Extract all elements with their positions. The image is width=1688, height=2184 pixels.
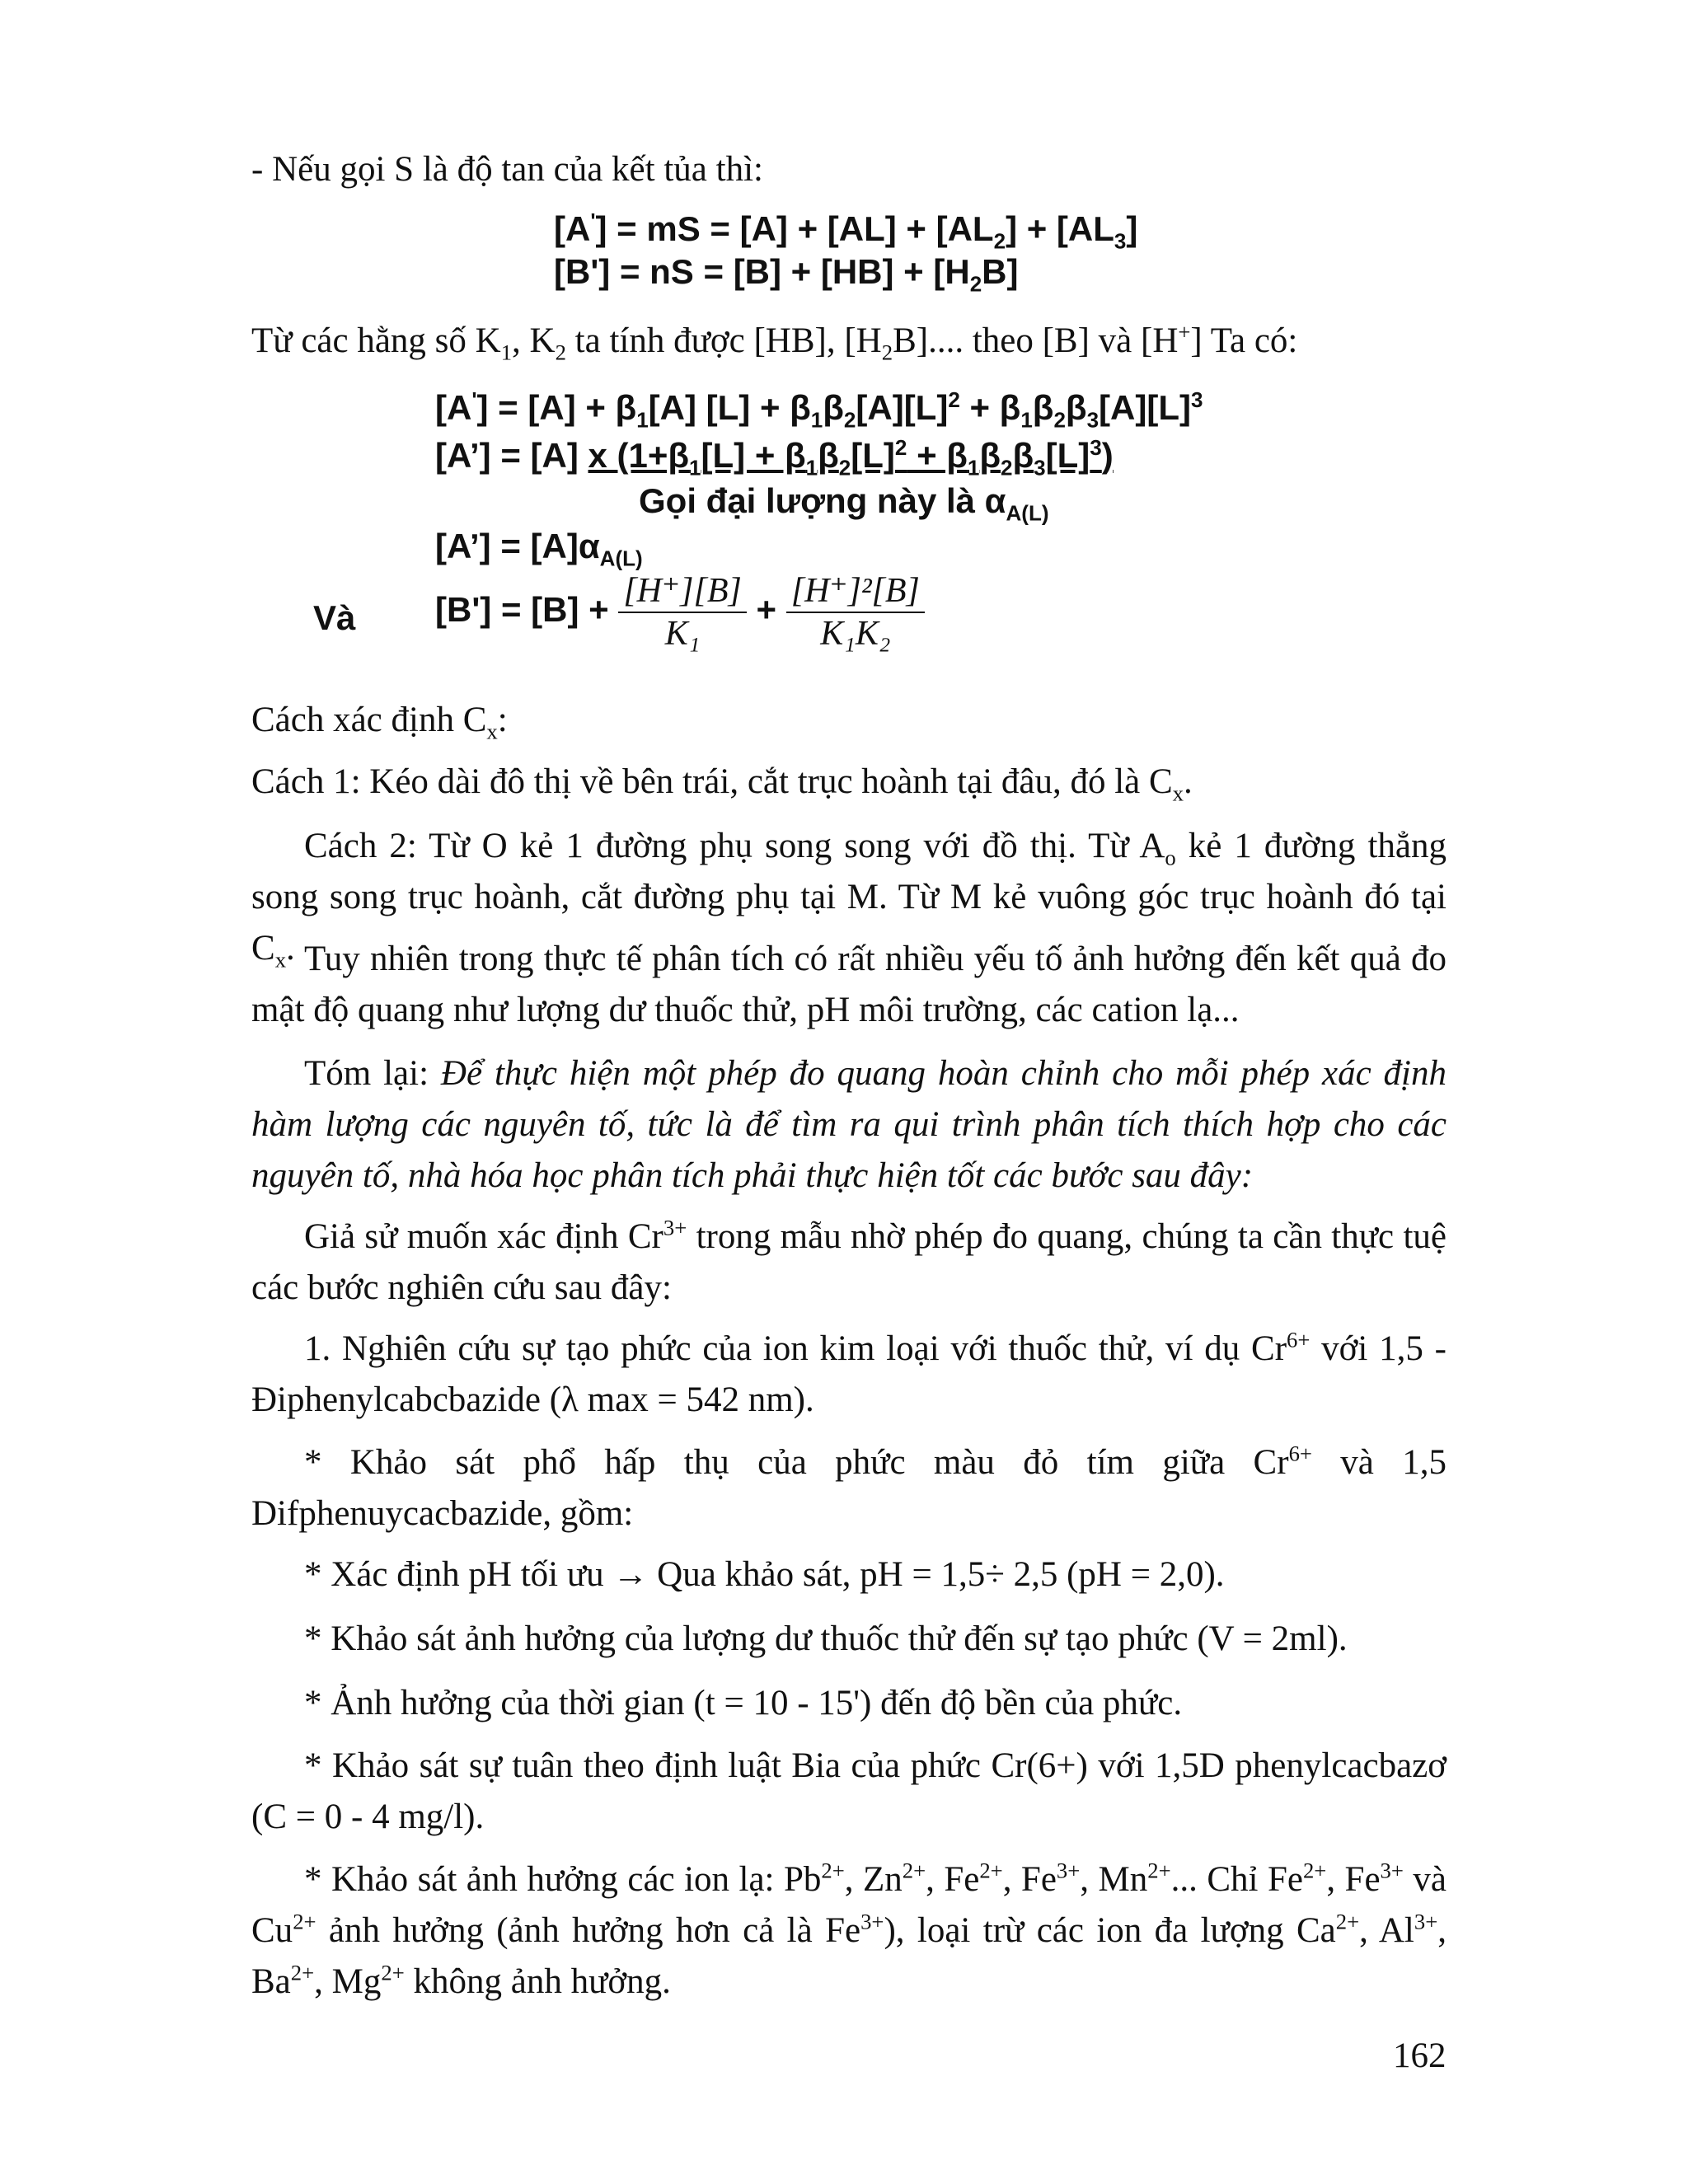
fraction-1 [618,570,747,654]
text: : [497,701,508,739]
sup: ' [471,387,477,412]
text: Từ các hằng số K [251,321,501,360]
text: ] Ta có: [1190,321,1298,360]
sub: 2 [993,228,1006,254]
text: Giả sử muốn xác định Cr [304,1217,663,1256]
eq-text: [L] [1045,436,1090,475]
text: B].... theo [B] và [H [893,321,1179,360]
equation-b-prime [554,251,1019,297]
sup: 3 [1190,387,1203,412]
bullet-thuoc-thu [251,1614,1447,1665]
paragraph-tom-lai [251,1048,1447,1202]
text: * Khảo sát ảnh hưởng các ion lạ: Pb [304,1860,822,1899]
eq-text: β [818,436,839,475]
sub: 1 [1020,407,1033,433]
cx-heading [251,695,1447,746]
eq-text: + [756,590,786,630]
eq-text: + β [959,388,1021,427]
numerator: [H⁺]²[B] [786,570,925,613]
numerator: [H⁺][B] [618,570,747,613]
equation-expanded [435,387,1203,433]
eq-text: Gọi đại lượng này là α [639,481,1006,520]
text: , Fe [1326,1860,1381,1899]
sub: 2 [838,455,851,480]
text: * Ảnh hưởng của thời gian (t = 10 - 15') đến độ bền của phức. [304,1684,1183,1722]
bullet-dinh-luat-bia [251,1741,1447,1843]
text: Cách 2: Từ O kẻ 1 đường phụ song song với đồ thị. Từ A [304,827,1165,865]
sub: 3 [1114,228,1127,254]
bullet-ion-la [251,1854,1447,2008]
sub: 2 [969,271,982,297]
text: , Fe [926,1860,980,1899]
sup: 2+ [1147,1858,1171,1883]
sub: A(L) [1006,500,1049,526]
sup: 2+ [293,1909,316,1934]
eq-text: B] [982,252,1019,291]
sup: 3+ [860,1909,884,1934]
sub: 1 [810,407,823,433]
sup: 2+ [821,1858,845,1883]
text: trong mẫu nhờ phép đo quang, chúng ta cần thực tuệ các bước nghiên cứu sau đây: [251,1217,1447,1307]
text: 1. Nghiên cứu sự tạo phức của ion kim loại với thuốc thử, ví dụ Cr [304,1329,1287,1368]
text: Tuy nhiên trong thực tế phân tích có rất nhiều yếu tố ảnh hưởng đến kết quả đo mật độ quang như lượng dư thuốc thử, pH môi trường, các cation lạ... [251,940,1447,1029]
sup: 3+ [1414,1909,1438,1934]
text: và Cu [251,1860,1447,1950]
text: . [1184,762,1193,801]
eq-text: ] + [AL [1006,209,1114,248]
sub: 1 [805,455,818,480]
sub: 3 [1086,407,1100,433]
sub: 1 [967,455,980,480]
sup: 2+ [290,1960,315,1985]
sup: 2 [948,387,960,412]
eq-text: x (1+β [588,436,690,475]
eq-text: [A [554,209,591,248]
eq-text: [B'] = nS = [B] + [HB] + [H [554,252,970,291]
eq-text: ] [1126,209,1138,248]
sup: 3+ [1056,1858,1081,1883]
eq-text: ] = [A] + β [476,388,637,427]
eq-text: β [1032,388,1054,427]
step-khao-sat-pho [251,1437,1447,1540]
text: . [286,929,295,968]
eq-text: [B'] = [B] + [435,590,619,630]
sub: A(L) [599,546,643,571]
sub: 2 [555,340,566,365]
eq-text: β [1065,388,1087,427]
text: Cách xác định C [251,701,487,739]
eq-text: Và [313,598,356,637]
text: Cách 1: Kéo dài đô thị về bên trái, cắt trục hoành tại đâu, đó là C [251,762,1173,801]
eq-text: [A’] = [A] [435,436,588,475]
sup: 2+ [381,1960,405,1985]
sup: 3+ [1380,1858,1404,1883]
sub: 1 [636,407,649,433]
page-number: 162 [1393,2036,1447,2075]
sup: 6+ [1287,1327,1311,1352]
constants-line [251,316,1447,367]
bullet-thoi-gian [251,1678,1447,1729]
eq-text: + β [907,436,968,475]
eq-text: [L] [851,436,895,475]
denominator: K₁ [664,615,701,653]
text: Để thực hiện một phép đo quang hoàn chỉnh cho mỗi phép xác định hàm lượng các nguyên tố, tức là để tìm ra qui trình phân tích thích hợp cho các nguyên tố, nhà hóa học phân tích phải thực hiện tốt các bước sau đây: [251,1054,1447,1195]
text: , Mg [314,1962,382,2001]
sup: 2+ [1302,1858,1327,1883]
text: , K [512,321,556,360]
text: ), loại trừ các ion đa lượng Ca [884,1911,1336,1950]
va-label [313,598,355,639]
sup: 2+ [1335,1909,1360,1934]
eq-text: [A][L] [856,388,949,427]
denominator: K₁K₂ [820,615,891,653]
text: kẻ 1 đường thẳng song song trục hoành, cắt đường phụ tại M. Từ M kẻ vuông góc trục hoành đó tại C [251,827,1447,968]
sub: x [274,947,287,972]
text: * Khảo sát phổ hấp thụ của phức màu đỏ tím giữa Cr [304,1443,1289,1482]
eq-text: [L] + β [701,436,806,475]
eq-text: [A [435,388,472,427]
text: * Xác định pH tối ưu → Qua khảo sát, pH = 1,5÷ 2,5 (pH = 2,0). [304,1555,1225,1594]
eq-text: ] = mS = [A] + [AL] + [AL [595,209,994,248]
bullet-ph [251,1549,1447,1601]
method-1 [251,757,1447,808]
intro-line [251,144,1447,195]
eq-text: [A][L] [1099,388,1191,427]
sup: 2 [894,435,907,460]
sub: x [1172,780,1184,806]
text: không ảnh hưởng. [404,1962,671,2001]
alpha-caption [639,480,1049,526]
text: với 1,5 - Điphenylcabcbazide (λ max = 542 nm). [251,1329,1447,1419]
sub: 2 [1053,407,1066,433]
sup: 3 [1090,435,1102,460]
paragraph-gia-su [251,1212,1447,1314]
alpha-factor [588,435,1114,480]
text: Tóm lại: [304,1054,441,1093]
sub: 2 [1001,455,1013,480]
sup: 3+ [663,1215,687,1240]
eq-text: [A] [L] + β [648,388,811,427]
sup: 2+ [979,1858,1003,1883]
step-1 [251,1324,1447,1426]
eq-text: β [979,436,1001,475]
text: - Nếu gọi S là độ tan của kết tủa thì: [251,150,763,189]
text: , Fe [1002,1860,1057,1899]
sup: + [1178,319,1191,344]
sub: 1 [689,455,701,480]
eq-text: [A’] = [A]α [435,527,600,565]
equation-factored [435,435,1114,480]
text: , Zn [844,1860,903,1899]
text: , Mn [1080,1860,1148,1899]
equation-a-prime [554,209,1138,254]
equation-b-fraction [435,570,925,654]
eq-text: β [823,388,844,427]
eq-text: ) [1101,436,1114,475]
fraction-2 [786,570,925,654]
paragraph-tuy-nhien [251,934,1447,1036]
equation-alpha [435,526,643,571]
sub: x [486,719,498,744]
eq-text: β [1012,436,1034,475]
sub: 2 [881,340,893,365]
text: ta tính được [HB], [H [565,321,882,360]
text: , Al [1359,1911,1414,1950]
sub: 2 [843,407,856,433]
sub: 3 [1034,455,1046,480]
sub: 1 [500,340,513,365]
text: , Ba [251,1911,1447,2001]
text: * Khảo sát ảnh hưởng của lượng dư thuốc thử đến sự tạo phức (V = 2ml). [304,1619,1348,1658]
text: ảnh hưởng (ảnh hưởng hơn cả là Fe [316,1911,861,1950]
text: * Khảo sát sự tuân theo định luật Bia của phức Cr(6+) với 1,5D phenylcacbazơ (C = 0 - 4 mg/l). [251,1746,1447,1836]
sup: ' [590,209,596,233]
sub: o [1165,845,1176,870]
text: ... Chỉ Fe [1170,1860,1303,1899]
text: và 1,5 Difphenuycacbazide, gồm: [251,1443,1447,1533]
sup: 6+ [1288,1441,1312,1466]
sup: 2+ [902,1858,926,1883]
